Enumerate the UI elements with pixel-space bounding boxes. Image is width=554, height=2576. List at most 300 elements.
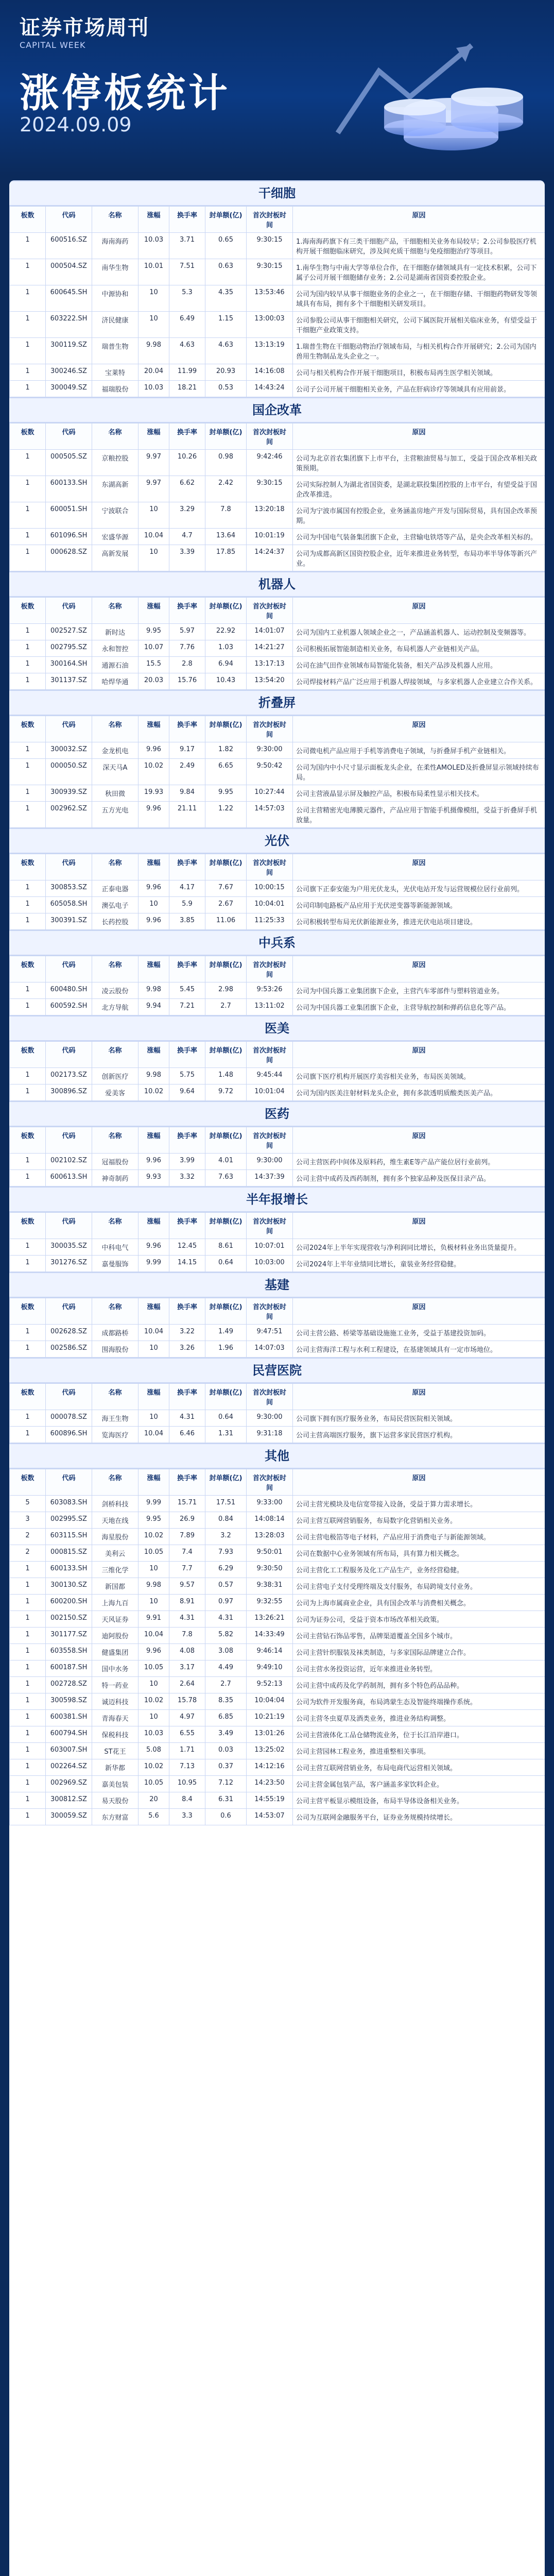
table-row bbox=[10, 673, 545, 690]
section-title: 国企改革 bbox=[9, 397, 545, 423]
table-cell: 000078.SZ bbox=[46, 1410, 92, 1427]
table-cell: 000628.SZ bbox=[46, 545, 92, 571]
table-cell: 15.5 bbox=[138, 657, 169, 673]
reason-cell: 公司积极转型布局光伏新能源业务，推进光伏电站项目建设。 bbox=[293, 913, 545, 930]
table-cell: 603083.SH bbox=[46, 1496, 92, 1512]
table-cell: 10 bbox=[138, 897, 169, 913]
table-row bbox=[10, 1084, 545, 1101]
table-cell: 健盛集团 bbox=[92, 1644, 138, 1660]
table-cell: 9:53:26 bbox=[247, 982, 293, 999]
table-cell: 14:21:27 bbox=[247, 640, 293, 657]
table-cell: 正泰电器 bbox=[92, 880, 138, 897]
table-header-cell: 原因 bbox=[293, 1384, 545, 1410]
table-header-cell: 封单额(亿) bbox=[205, 1042, 247, 1068]
section-table bbox=[9, 597, 545, 690]
table-cell: 10:00:15 bbox=[247, 880, 293, 897]
reason-cell: 公司主营海洋工程与水利工程建设，在基建领域具有一定市场地位。 bbox=[293, 1341, 545, 1358]
table-cell: 1 bbox=[10, 1170, 46, 1187]
brand-subtitle: CAPITAL WEEK bbox=[20, 40, 86, 50]
table-header-cell: 换手率 bbox=[169, 1469, 205, 1496]
table-cell: 2.67 bbox=[205, 897, 247, 913]
table-cell: 1 bbox=[10, 1628, 46, 1644]
reason-cell: 公司主营金属包装产品，客户涵盖多家饮料企业。 bbox=[293, 1776, 545, 1792]
table-cell: 8.35 bbox=[205, 1693, 247, 1710]
table-cell: 1 bbox=[10, 1710, 46, 1726]
table-cell: 1 bbox=[10, 1644, 46, 1660]
table-cell: ST花王 bbox=[92, 1743, 138, 1759]
table-cell: 诚迈科技 bbox=[92, 1693, 138, 1710]
table-cell: 1 bbox=[10, 1693, 46, 1710]
table-cell: 5.6 bbox=[138, 1809, 169, 1825]
table-cell: 9.98 bbox=[138, 1068, 169, 1084]
table-cell: 000505.SZ bbox=[46, 450, 92, 476]
table-cell: 1 bbox=[10, 1410, 46, 1427]
table-cell: 2.64 bbox=[169, 1677, 205, 1693]
table-row bbox=[10, 1677, 545, 1693]
coins-chart-decoration-icon bbox=[276, 9, 544, 164]
table-cell: 1.03 bbox=[205, 640, 247, 657]
table-cell: 13:11:02 bbox=[247, 999, 293, 1015]
table-header-cell: 封单额(亿) bbox=[205, 854, 247, 880]
table-cell: 3.3 bbox=[169, 1809, 205, 1825]
table-cell: 9:30:15 bbox=[247, 476, 293, 502]
section-title: 其他 bbox=[9, 1443, 545, 1469]
table-cell: 4.31 bbox=[169, 1410, 205, 1427]
table-cell: 1 bbox=[10, 1759, 46, 1776]
table-cell: 14.15 bbox=[169, 1256, 205, 1272]
table-cell: 国中水务 bbox=[92, 1660, 138, 1677]
table-cell: 15.78 bbox=[169, 1693, 205, 1710]
table-cell: 保税科技 bbox=[92, 1726, 138, 1743]
table-cell: 10.02 bbox=[138, 1084, 169, 1101]
reason-cell: 公司2024年上半年业绩同比增长，童装业务经营稳健。 bbox=[293, 1256, 545, 1272]
table-cell: 2.7 bbox=[205, 1677, 247, 1693]
table-cell: 14:43:24 bbox=[247, 381, 293, 397]
report-date: 2024.09.09 bbox=[20, 113, 132, 136]
table-cell: 三维化学 bbox=[92, 1562, 138, 1578]
table-row bbox=[10, 1611, 545, 1628]
table-cell: 围海股份 bbox=[92, 1341, 138, 1358]
table-header-row bbox=[10, 207, 545, 233]
table-row bbox=[10, 233, 545, 259]
table-cell: 002527.SZ bbox=[46, 624, 92, 640]
table-cell: 600187.SH bbox=[46, 1660, 92, 1677]
section-title: 折叠屏 bbox=[9, 690, 545, 716]
table-cell: 7.67 bbox=[205, 880, 247, 897]
table-row bbox=[10, 1154, 545, 1170]
table-row bbox=[10, 1693, 545, 1710]
table-cell: 10 bbox=[138, 545, 169, 571]
table-cell: 9.98 bbox=[138, 982, 169, 999]
table-cell: 1 bbox=[10, 1256, 46, 1272]
table-cell: 1 bbox=[10, 913, 46, 930]
table-cell: 7.8 bbox=[169, 1628, 205, 1644]
table-header-cell: 换手率 bbox=[169, 423, 205, 450]
table-header-cell: 封单额(亿) bbox=[205, 956, 247, 982]
table-cell: 2 bbox=[10, 1545, 46, 1562]
reason-cell: 公司主营中成药及西药制剂，拥有多个独家品种及医保目录产品。 bbox=[293, 1170, 545, 1187]
table-cell: 9:49:10 bbox=[247, 1660, 293, 1677]
table-cell: 5.3 bbox=[169, 285, 205, 312]
table-cell: 9:47:51 bbox=[247, 1325, 293, 1341]
table-cell: 9:33:00 bbox=[247, 1496, 293, 1512]
table-row bbox=[10, 1759, 545, 1776]
table-cell: 1 bbox=[10, 640, 46, 657]
table-cell: 澳弘电子 bbox=[92, 897, 138, 913]
table-cell: 002969.SZ bbox=[46, 1776, 92, 1792]
table-row bbox=[10, 1529, 545, 1545]
table-cell: 览海医疗 bbox=[92, 1427, 138, 1443]
table-cell: 特一药业 bbox=[92, 1677, 138, 1693]
sections-container bbox=[9, 180, 545, 1825]
table-cell: 长药控股 bbox=[92, 913, 138, 930]
table-cell: 10 bbox=[138, 502, 169, 529]
table-header-cell: 涨幅 bbox=[138, 716, 169, 742]
reason-cell: 公司为成都高新区国资控股企业，近年来推进业务转型，布局功率半导体等新兴产业。 bbox=[293, 545, 545, 571]
section-title: 医药 bbox=[9, 1101, 545, 1127]
table-cell: 9.95 bbox=[138, 624, 169, 640]
table-cell: 14:55:19 bbox=[247, 1792, 293, 1809]
table-row bbox=[10, 1660, 545, 1677]
table-cell: 9:50:01 bbox=[247, 1545, 293, 1562]
table-cell: 10:04:01 bbox=[247, 897, 293, 913]
table-header-cell: 名称 bbox=[92, 1042, 138, 1068]
table-header-cell: 板数 bbox=[10, 1469, 46, 1496]
table-header-cell: 名称 bbox=[92, 1298, 138, 1325]
table-cell: 9:52:13 bbox=[247, 1677, 293, 1693]
table-cell: 12.45 bbox=[169, 1239, 205, 1256]
table-row bbox=[10, 1776, 545, 1792]
table-cell: 9:30:00 bbox=[247, 742, 293, 759]
table-row bbox=[10, 1809, 545, 1825]
reason-cell: 公司2024年上半年实现营收与净利润同比增长，负极材料业务出货量提升。 bbox=[293, 1239, 545, 1256]
table-cell: 4.17 bbox=[169, 880, 205, 897]
table-header-cell: 首次封板时间 bbox=[247, 956, 293, 982]
table-header-cell: 代码 bbox=[46, 207, 92, 233]
table-cell: 2.49 bbox=[169, 759, 205, 785]
table-header-cell: 封单额(亿) bbox=[205, 1469, 247, 1496]
table-cell: 10 bbox=[138, 1341, 169, 1358]
table-cell: 9.96 bbox=[138, 1154, 169, 1170]
table-cell: 易天股份 bbox=[92, 1792, 138, 1809]
table-row bbox=[10, 640, 545, 657]
table-header-cell: 板数 bbox=[10, 854, 46, 880]
table-cell: 1 bbox=[10, 338, 46, 364]
table-header-cell: 名称 bbox=[92, 956, 138, 982]
table-cell: 002728.SZ bbox=[46, 1677, 92, 1693]
reason-cell: 公司主营光模块及电信宽带接入设备，受益于算力需求增长。 bbox=[293, 1496, 545, 1512]
table-header-cell: 名称 bbox=[92, 854, 138, 880]
table-cell: 1 bbox=[10, 999, 46, 1015]
reason-cell: 公司主营精密光电薄膜元器件，产品应用于智能手机摄像模组，受益于折叠屏手机放量。 bbox=[293, 802, 545, 828]
table-cell: 3.26 bbox=[169, 1341, 205, 1358]
table-row bbox=[10, 545, 545, 571]
table-cell: 0.98 bbox=[205, 450, 247, 476]
reason-cell: 公司主营园林工程业务，推进重整相关事项。 bbox=[293, 1743, 545, 1759]
reason-cell: 公司主营液体化工品仓储物流业务，位于长江沿岸港口。 bbox=[293, 1726, 545, 1743]
table-cell: 000504.SZ bbox=[46, 259, 92, 285]
section-table bbox=[9, 423, 545, 571]
table-row bbox=[10, 338, 545, 364]
table-cell: 13:25:02 bbox=[247, 1743, 293, 1759]
table-header-cell: 涨幅 bbox=[138, 1042, 169, 1068]
table-cell: 6.31 bbox=[205, 1792, 247, 1809]
section-table bbox=[9, 1469, 545, 1825]
table-header-cell: 板数 bbox=[10, 1384, 46, 1410]
table-cell: 26.9 bbox=[169, 1512, 205, 1529]
table-row bbox=[10, 982, 545, 999]
table-cell: 10.04 bbox=[138, 1628, 169, 1644]
section-table bbox=[9, 1212, 545, 1272]
table-header-cell: 代码 bbox=[46, 956, 92, 982]
table-header-cell: 名称 bbox=[92, 716, 138, 742]
table-cell: 9.84 bbox=[169, 785, 205, 802]
table-cell: 6.49 bbox=[169, 312, 205, 338]
table-row bbox=[10, 1562, 545, 1578]
table-cell: 3.99 bbox=[169, 1154, 205, 1170]
table-cell: 5 bbox=[10, 1496, 46, 1512]
table-cell: 京粮控股 bbox=[92, 450, 138, 476]
table-cell: 1 bbox=[10, 259, 46, 285]
table-header-cell: 板数 bbox=[10, 1298, 46, 1325]
table-cell: 300939.SZ bbox=[46, 785, 92, 802]
reason-cell: 公司为证券公司，受益于资本市场改革相关政策。 bbox=[293, 1611, 545, 1628]
table-cell: 迪阿股份 bbox=[92, 1628, 138, 1644]
table-cell: 20 bbox=[138, 1792, 169, 1809]
table-cell: 11.99 bbox=[169, 364, 205, 381]
table-row bbox=[10, 759, 545, 785]
section-table bbox=[9, 716, 545, 828]
table-cell: 600516.SZ bbox=[46, 233, 92, 259]
table-cell: 9:50:42 bbox=[247, 759, 293, 785]
table-row bbox=[10, 880, 545, 897]
table-cell: 002795.SZ bbox=[46, 640, 92, 657]
section-title: 光伏 bbox=[9, 828, 545, 854]
table-cell: 301177.SZ bbox=[46, 1628, 92, 1644]
table-row bbox=[10, 624, 545, 640]
table-cell: 7.8 bbox=[205, 502, 247, 529]
table-header-cell: 代码 bbox=[46, 1298, 92, 1325]
table-header-cell: 板数 bbox=[10, 598, 46, 624]
table-header-cell: 原因 bbox=[293, 956, 545, 982]
table-cell: 济民健康 bbox=[92, 312, 138, 338]
table-cell: 哈焊华通 bbox=[92, 673, 138, 690]
table-cell: 10:21:19 bbox=[247, 1710, 293, 1726]
table-cell: 4.63 bbox=[205, 338, 247, 364]
table-cell: 0.37 bbox=[205, 1759, 247, 1776]
table-cell: 1 bbox=[10, 1341, 46, 1358]
reason-cell: 公司主营冬虫夏草及酒类业务，推进业务结构调整。 bbox=[293, 1710, 545, 1726]
table-cell: 7.4 bbox=[169, 1545, 205, 1562]
table-cell: 1 bbox=[10, 364, 46, 381]
reason-cell: 公司主营化工工程服务及化工产品生产，业务经营稳健。 bbox=[293, 1562, 545, 1578]
table-cell: 9:42:46 bbox=[247, 450, 293, 476]
table-header-cell: 原因 bbox=[293, 1042, 545, 1068]
table-cell: 青海春天 bbox=[92, 1710, 138, 1726]
table-cell: 4.08 bbox=[169, 1644, 205, 1660]
table-cell: 3.08 bbox=[205, 1644, 247, 1660]
reason-cell: 公司主营电子支付受理终端及支付服务，布局跨境支付业务。 bbox=[293, 1578, 545, 1595]
reason-cell: 公司旗下拥有医疗服务业务，布局民营医院相关领域。 bbox=[293, 1410, 545, 1427]
table-cell: 9.96 bbox=[138, 1239, 169, 1256]
table-cell: 成都路桥 bbox=[92, 1325, 138, 1341]
section-title: 机器人 bbox=[9, 571, 545, 597]
table-cell: 6.29 bbox=[205, 1562, 247, 1578]
table-header-row bbox=[10, 1384, 545, 1410]
section-title: 基建 bbox=[9, 1272, 545, 1298]
table-header-cell: 名称 bbox=[92, 598, 138, 624]
table-cell: 000050.SZ bbox=[46, 759, 92, 785]
reason-cell: 公司主营高端医疗服务，旗下运营多家民营医疗机构。 bbox=[293, 1427, 545, 1443]
table-cell: 1 bbox=[10, 1776, 46, 1792]
table-cell: 13:26:21 bbox=[247, 1611, 293, 1628]
table-cell: 7.13 bbox=[169, 1759, 205, 1776]
table-header-cell: 板数 bbox=[10, 1042, 46, 1068]
table-cell: 10.03 bbox=[138, 1726, 169, 1743]
table-cell: 14:01:07 bbox=[247, 624, 293, 640]
table-cell: 22.92 bbox=[205, 624, 247, 640]
table-cell: 14:37:39 bbox=[247, 1170, 293, 1187]
reason-cell: 公司实际控制人为湖北省国资委，是湖北联投集团控股的上市平台，有望受益于国企改革推进。 bbox=[293, 476, 545, 502]
table-cell: 金龙机电 bbox=[92, 742, 138, 759]
table-cell: 11:25:33 bbox=[247, 913, 293, 930]
table-cell: 301137.SZ bbox=[46, 673, 92, 690]
section-table bbox=[9, 1041, 545, 1101]
reason-cell: 公司旗下正泰安能为户用光伏龙头，光伏电站开发与运营规模位居行业前列。 bbox=[293, 880, 545, 897]
table-row bbox=[10, 450, 545, 476]
table-cell: 600645.SH bbox=[46, 285, 92, 312]
table-cell: 4.01 bbox=[205, 1154, 247, 1170]
reason-cell: 公司为国内医美注射材料龙头企业，拥有多款透明质酸类医美产品。 bbox=[293, 1084, 545, 1101]
table-cell: 18.21 bbox=[169, 381, 205, 397]
table-header-cell: 代码 bbox=[46, 423, 92, 450]
table-cell: 9:38:31 bbox=[247, 1578, 293, 1595]
table-cell: 1 bbox=[10, 285, 46, 312]
table-cell: 10:04:04 bbox=[247, 1693, 293, 1710]
table-header-cell: 名称 bbox=[92, 1127, 138, 1154]
table-header-row bbox=[10, 1042, 545, 1068]
table-cell: 5.9 bbox=[169, 897, 205, 913]
table-cell: 300853.SZ bbox=[46, 880, 92, 897]
table-cell: 603115.SH bbox=[46, 1529, 92, 1545]
table-cell: 1 bbox=[10, 1578, 46, 1595]
reason-cell: 1.海南海药旗下有三类干细胞产品，干细胞相关业务布局较早；2.公司参股医疗机构开展干细胞临床研究，涉及间充质干细胞与免疫细胞治疗等项目。 bbox=[293, 233, 545, 259]
table-cell: 1 bbox=[10, 381, 46, 397]
table-cell: 10 bbox=[138, 1595, 169, 1611]
table-cell: 5.75 bbox=[169, 1068, 205, 1084]
table-header-cell: 代码 bbox=[46, 1469, 92, 1496]
table-cell: 9:30:00 bbox=[247, 1154, 293, 1170]
table-cell: 14:57:03 bbox=[247, 802, 293, 828]
table-header-cell: 板数 bbox=[10, 1127, 46, 1154]
table-cell: 1 bbox=[10, 450, 46, 476]
table-cell: 1 bbox=[10, 1677, 46, 1693]
table-header-cell: 首次封板时间 bbox=[247, 423, 293, 450]
table-header-cell: 封单额(亿) bbox=[205, 1127, 247, 1154]
reason-cell: 公司焊接材料产品广泛应用于机器人焊接领域，与多家机器人企业建立合作关系。 bbox=[293, 673, 545, 690]
table-cell: 3.85 bbox=[169, 913, 205, 930]
table-cell: 14:16:08 bbox=[247, 364, 293, 381]
table-header-cell: 换手率 bbox=[169, 1298, 205, 1325]
table-cell: 9:30:00 bbox=[247, 1410, 293, 1427]
table-cell: 9.96 bbox=[138, 802, 169, 828]
table-cell: 10.05 bbox=[138, 1545, 169, 1562]
reason-cell: 公司在油气田作业领域布局智能化装备，相关产品涉及机器人应用。 bbox=[293, 657, 545, 673]
table-cell: 300119.SZ bbox=[46, 338, 92, 364]
table-row bbox=[10, 1068, 545, 1084]
reason-cell: 1.南华生物与中南大学等单位合作，在干细胞存储领域具有一定技术积累，公司下属子公司开展干细胞储存业务；2.公司是湖南省国资委控股企业。 bbox=[293, 259, 545, 285]
section-table bbox=[9, 1383, 545, 1443]
table-cell: 9.98 bbox=[138, 1578, 169, 1595]
table-cell: 13:01:26 bbox=[247, 1726, 293, 1743]
table-cell: 宏盛华源 bbox=[92, 529, 138, 545]
table-cell: 1 bbox=[10, 759, 46, 785]
table-header-cell: 名称 bbox=[92, 1384, 138, 1410]
table-row bbox=[10, 657, 545, 673]
table-row bbox=[10, 476, 545, 502]
table-cell: 300812.SZ bbox=[46, 1792, 92, 1809]
table-cell: 9.97 bbox=[138, 450, 169, 476]
table-cell: 4.63 bbox=[169, 338, 205, 364]
section-table bbox=[9, 1298, 545, 1358]
table-cell: 002150.SZ bbox=[46, 1611, 92, 1628]
table-row bbox=[10, 1595, 545, 1611]
table-cell: 002102.SZ bbox=[46, 1154, 92, 1170]
table-cell: 14:07:03 bbox=[247, 1341, 293, 1358]
table-cell: 10.05 bbox=[138, 1776, 169, 1792]
table-cell: 17.85 bbox=[205, 545, 247, 571]
table-cell: 8.91 bbox=[169, 1595, 205, 1611]
table-cell: 002995.SZ bbox=[46, 1512, 92, 1529]
table-header-cell: 涨幅 bbox=[138, 598, 169, 624]
table-cell: 000815.SZ bbox=[46, 1545, 92, 1562]
table-cell: 002586.SZ bbox=[46, 1341, 92, 1358]
table-cell: 1 bbox=[10, 1743, 46, 1759]
table-cell: 600133.SH bbox=[46, 476, 92, 502]
table-header-row bbox=[10, 956, 545, 982]
table-row bbox=[10, 802, 545, 828]
table-header-cell: 代码 bbox=[46, 1042, 92, 1068]
table-cell: 15.76 bbox=[169, 673, 205, 690]
table-cell: 10 bbox=[138, 312, 169, 338]
reason-cell: 公司印制电路板产品应用于光伏逆变器等新能源领域。 bbox=[293, 897, 545, 913]
section-title: 半年报增长 bbox=[9, 1187, 545, 1212]
table-cell: 9.95 bbox=[205, 785, 247, 802]
table-cell: 8.4 bbox=[169, 1792, 205, 1809]
table-header-cell: 涨幅 bbox=[138, 1213, 169, 1239]
table-cell: 600381.SH bbox=[46, 1710, 92, 1726]
reason-cell: 公司为北京首农集团旗下上市平台，主营粮油贸易与加工，受益于国企改革相关政策预期。 bbox=[293, 450, 545, 476]
table-cell: 13:54:20 bbox=[247, 673, 293, 690]
table-cell: 002628.SZ bbox=[46, 1325, 92, 1341]
table-header-cell: 代码 bbox=[46, 1384, 92, 1410]
table-cell: 300246.SZ bbox=[46, 364, 92, 381]
table-cell: 1 bbox=[10, 233, 46, 259]
table-cell: 5.82 bbox=[205, 1628, 247, 1644]
table-cell: 新国都 bbox=[92, 1578, 138, 1595]
table-row bbox=[10, 1726, 545, 1743]
table-cell: 0.64 bbox=[205, 1256, 247, 1272]
table-cell: 冠福股份 bbox=[92, 1154, 138, 1170]
table-header-cell: 原因 bbox=[293, 716, 545, 742]
table-row bbox=[10, 913, 545, 930]
table-cell: 创新医疗 bbox=[92, 1068, 138, 1084]
table-header-row bbox=[10, 1213, 545, 1239]
section-table bbox=[9, 206, 545, 397]
table-header-cell: 换手率 bbox=[169, 956, 205, 982]
table-header-cell: 原因 bbox=[293, 1469, 545, 1496]
table-cell: 9.64 bbox=[169, 1084, 205, 1101]
